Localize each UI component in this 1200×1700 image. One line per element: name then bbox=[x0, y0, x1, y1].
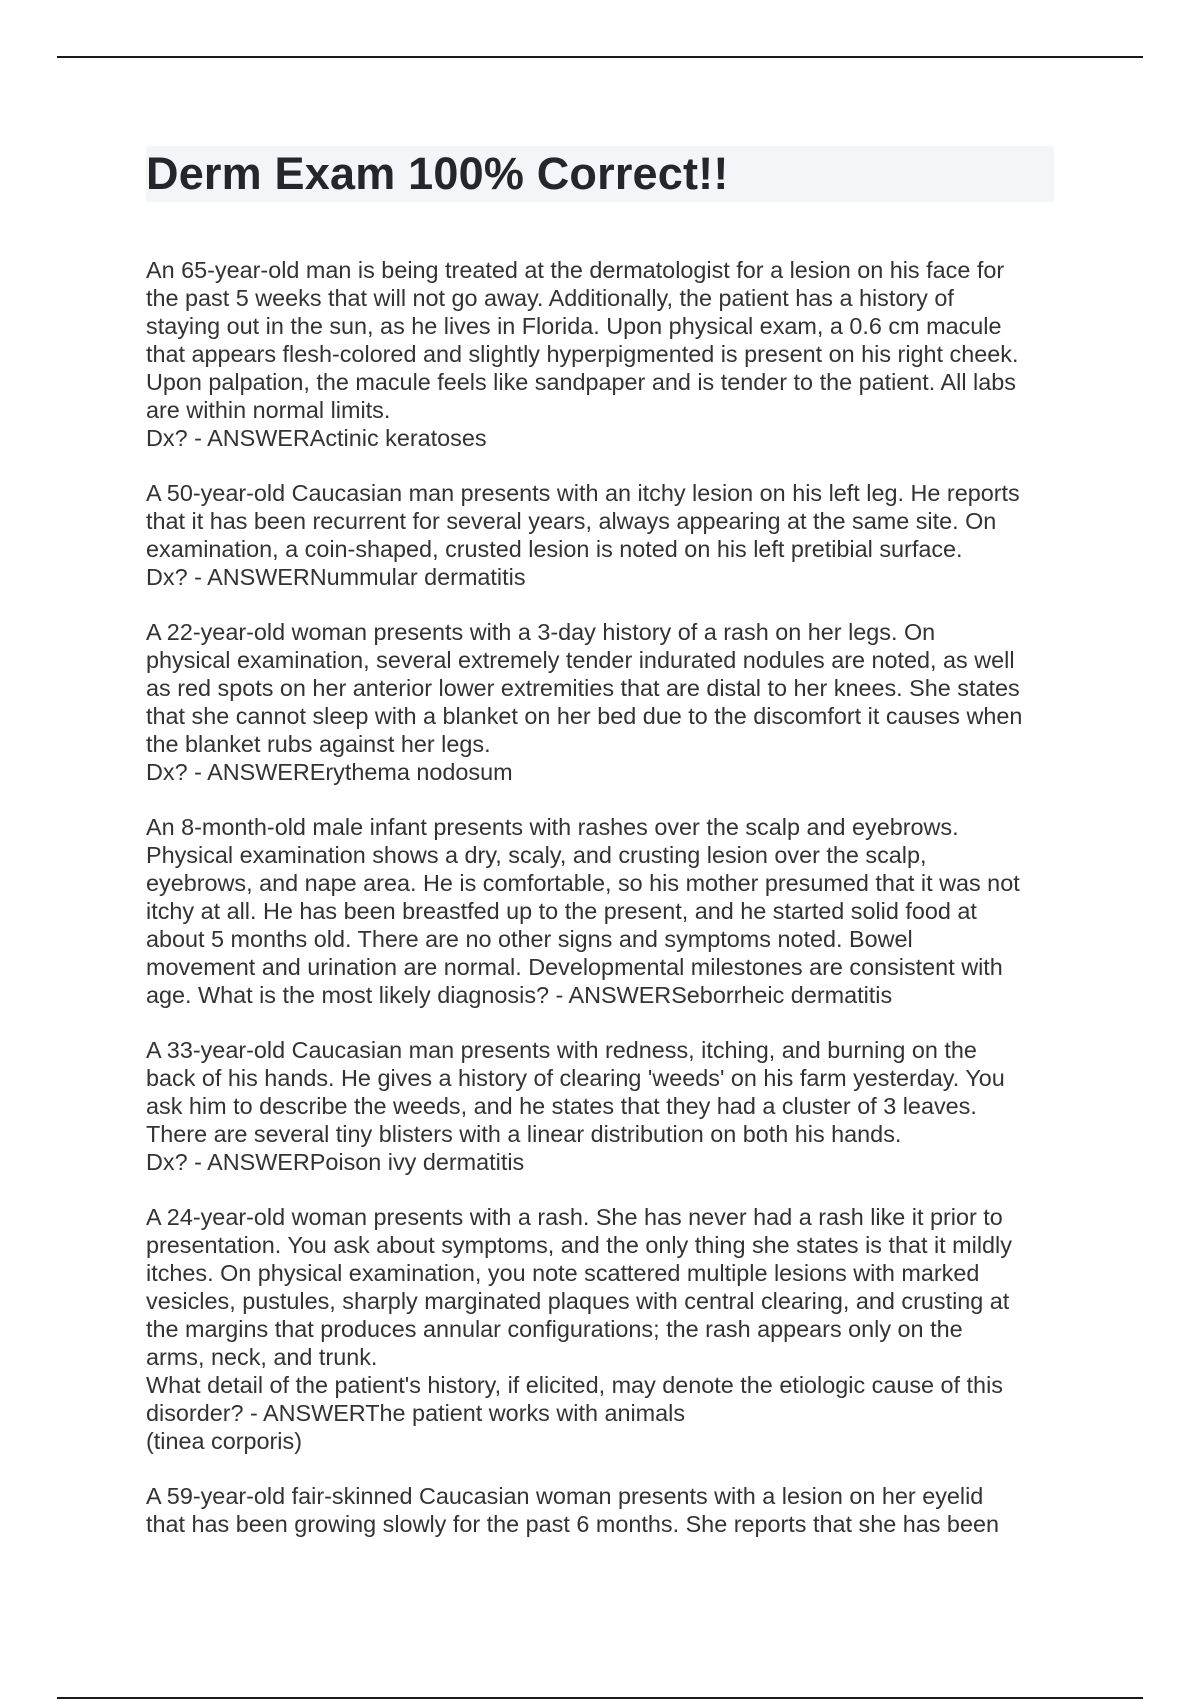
answer-text: ANSWERThe patient works with animals (tinea corporis) bbox=[146, 1400, 686, 1454]
qa-item-5 bbox=[146, 1036, 1066, 1176]
question-text: A 59-year-old fair-skinned Caucasian woman presents with a lesion on her eyelid that has been growing slowly for the past 6 months. She reports that she has been bbox=[146, 1483, 999, 1537]
qa-item-2 bbox=[146, 479, 1066, 591]
question-text: A 24-year-old woman presents with a rash. She has never had a rash like it prior to presentation. You ask about symptoms, and the only thing she states is that it mildly itches. On physical examination, you note scattered multiple lesions with marked vesicles, pustules, sharply marginated plaques with central clearing, and crusting at the margins that produces annular configurations; the rash appears only on the arms, neck, and trunk. What detail of the patient's history, if elicited, may denote the etiologic cause of this disorder? - bbox=[146, 1204, 1012, 1426]
answer-text: ANSWERNummular dermatitis bbox=[207, 564, 526, 590]
qa-item-6 bbox=[146, 1203, 1066, 1455]
top-rule bbox=[57, 56, 1143, 58]
document-body bbox=[146, 256, 1066, 1565]
bottom-rule bbox=[57, 1697, 1143, 1699]
question-text: An 8-month-old male infant presents with rashes over the scalp and eyebrows. Physical examination shows a dry, scaly, and crusting lesion over the scalp, eyebrows, and nape area. He is comfortable, so his mother presumed that it was not itchy at all. He has been breastfed up to the present, and he started solid food at about 5 months old. There are no other signs and symptoms noted. Bowel movement and urination are normal. Developmental milestones are consistent with age. What is the most likely diagnosis? - bbox=[146, 814, 1020, 1008]
qa-item-4 bbox=[146, 813, 1066, 1009]
qa-item-7 bbox=[146, 1482, 1066, 1538]
question-text: A 22-year-old woman presents with a 3-day history of a rash on her legs. On physical examination, several extremely tender indurated nodules are noted, as well as red spots on her anterior lower extremities that are distal to her knees. She states that she cannot sleep with a blanket on her bed due to the discomfort it causes when the blanket rubs against her legs. Dx? - bbox=[146, 619, 1023, 785]
question-text: A 50-year-old Caucasian man presents with an itchy lesion on his left leg. He reports that it has been recurrent for several years, always appearing at the same site. On examination, a coin-shaped, crusted lesion is noted on his left pretibial surface. Dx? - bbox=[146, 480, 1020, 590]
question-text: A 33-year-old Caucasian man presents with redness, itching, and burning on the back of his hands. He gives a history of clearing 'weeds' on his farm yesterday. You ask him to describe the weeds, and he states that they had a cluster of 3 leaves. There are several tiny blisters with a linear distribution on both his hands. Dx? - bbox=[146, 1037, 1005, 1175]
qa-item-1 bbox=[146, 256, 1066, 452]
question-text: An 65-year-old man is being treated at the dermatologist for a lesion on his face for the past 5 weeks that will not go away. Additionally, the patient has a history of staying out in the sun, as he lives in Florida. Upon physical exam, a 0.6 cm macule that appears flesh-colored and slightly hyperpigmented is present on his right cheek. Upon palpation, the macule feels like sandpaper and is tender to the patient. All labs are within normal limits. Dx? - bbox=[146, 257, 1019, 451]
answer-text: ANSWERPoison ivy dermatitis bbox=[207, 1149, 525, 1175]
answer-text: ANSWERErythema nodosum bbox=[207, 759, 513, 785]
page-title: Derm Exam 100% Correct!! bbox=[146, 148, 729, 199]
answer-text: ANSWERActinic keratoses bbox=[207, 425, 487, 451]
answer-text: ANSWERSeborrheic dermatitis bbox=[568, 982, 893, 1008]
qa-item-3 bbox=[146, 618, 1066, 786]
